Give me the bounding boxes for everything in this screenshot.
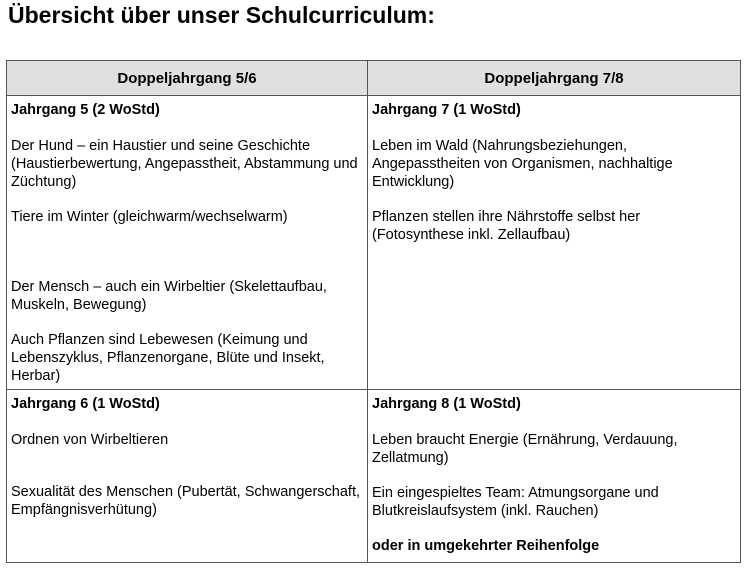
list-item: Pflanzen stellen ihre Nährstoffe selbst her (Fotosynthese inkl. Zellaufbau) — [372, 209, 641, 243]
list-item: Ordnen von Wirbeltieren — [11, 432, 169, 448]
cell-heading: Jahrgang 7 (1 WoStd) — [372, 102, 521, 118]
cell-heading: Jahrgang 8 (1 WoStd) — [372, 396, 521, 412]
curriculum-table — [6, 60, 741, 563]
cell-jahrgang-5 — [7, 96, 368, 390]
list-item: Leben braucht Energie (Ernährung, Verdauung, Zellatmung) — [372, 432, 678, 466]
list-item: Auch Pflanzen sind Lebewesen (Keimung und Lebenszyklus, Pflanzenorgane, Blüte und Insekt, Herbar) — [11, 332, 325, 384]
table-row — [7, 390, 741, 563]
header-doppeljahrgang-7-8: Doppeljahrgang 7/8 — [368, 61, 741, 96]
header-doppeljahrgang-5-6: Doppeljahrgang 5/6 — [7, 61, 368, 96]
cell-heading: Jahrgang 6 (1 WoStd) — [11, 396, 160, 412]
list-item: Der Mensch – auch ein Wirbeltier (Skelettaufbau, Muskeln, Bewegung) — [11, 279, 327, 313]
cell-jahrgang-7 — [368, 96, 741, 390]
order-note: oder in umgekehrter Reihenfolge — [372, 538, 600, 554]
list-item: Der Hund – ein Haustier und seine Geschichte (Haustierbewertung, Angepasstheit, Abstammung und Züchtung) — [11, 138, 358, 190]
list-item: Sexualität des Menschen (Pubertät, Schwangerschaft, Empfängnisverhütung) — [11, 484, 360, 518]
table-row — [7, 96, 741, 390]
list-item: Ein eingespieltes Team: Atmungsorgane und Blutkreislaufsystem (inkl. Rauchen) — [372, 485, 659, 519]
list-item: Leben im Wald (Nahrungsbeziehungen, Angepasstheiten von Organismen, nachhaltige Entwicklung) — [372, 138, 673, 190]
cell-jahrgang-6 — [7, 390, 368, 563]
cell-heading: Jahrgang 5 (2 WoStd) — [11, 102, 160, 118]
list-item: Tiere im Winter (gleichwarm/wechselwarm) — [11, 209, 288, 225]
page-title: Übersicht über unser Schulcurriculum: — [8, 2, 435, 28]
cell-jahrgang-8 — [368, 390, 741, 563]
table-header-row — [7, 61, 741, 96]
